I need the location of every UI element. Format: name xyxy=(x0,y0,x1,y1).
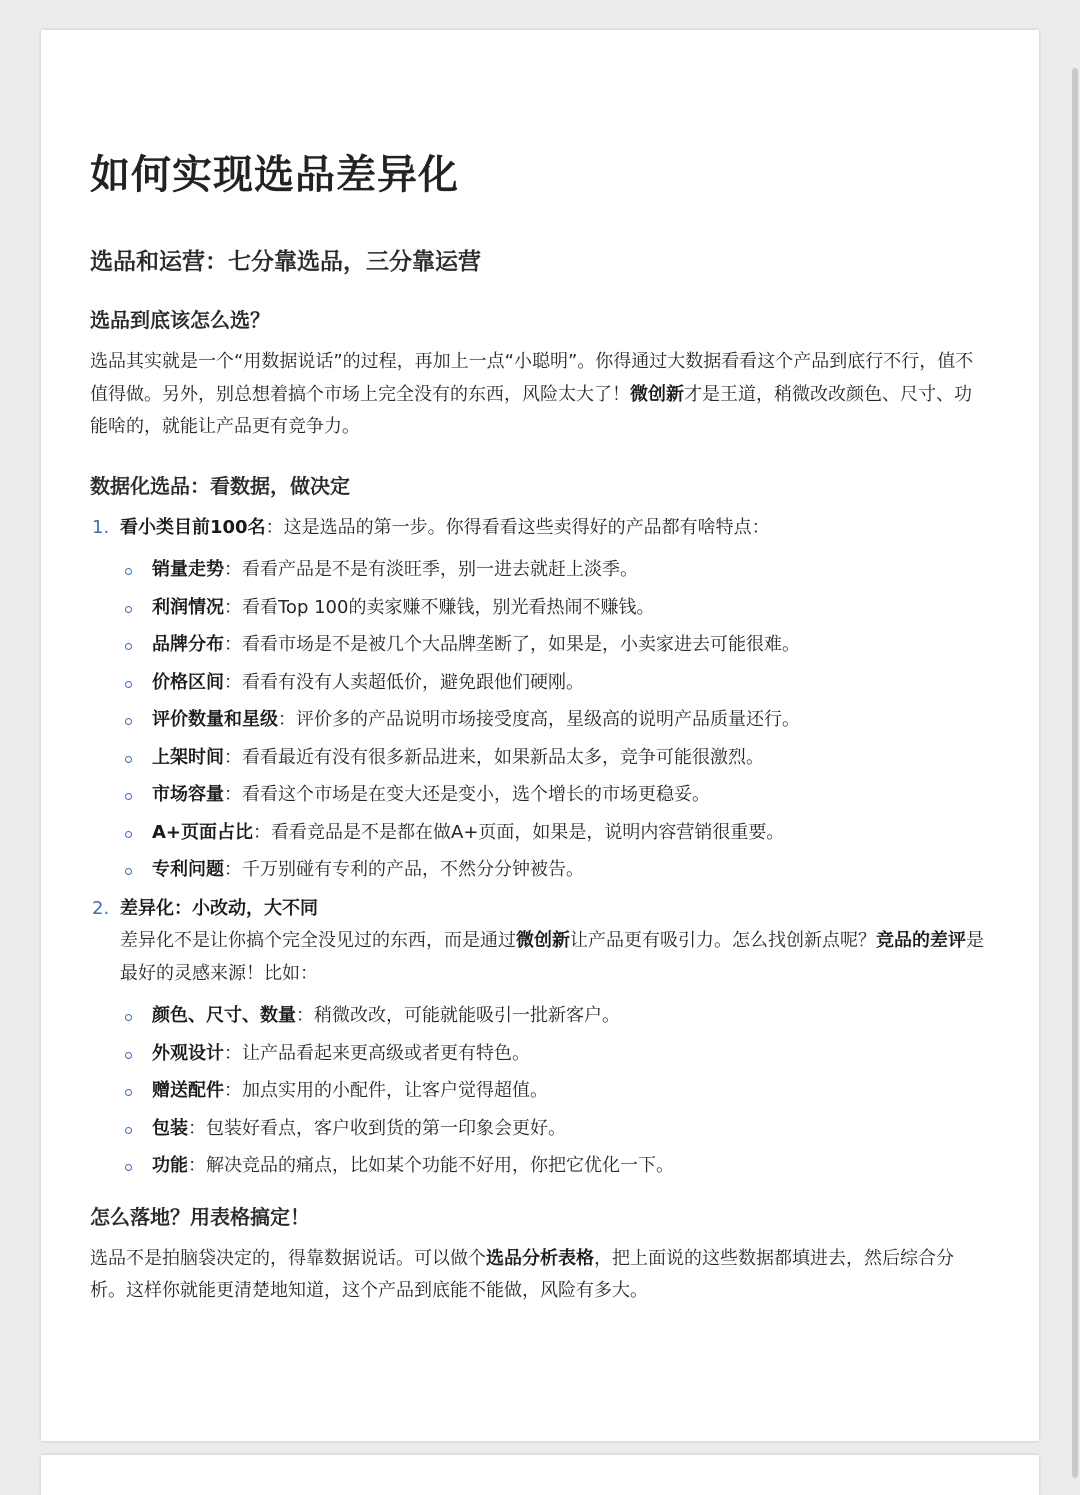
bold-text: 竞品的差评 xyxy=(876,930,966,951)
bullet-circle-icon xyxy=(125,606,132,613)
list-item-label: 赠送配件 xyxy=(152,1080,224,1101)
list-item-label: 外观设计 xyxy=(152,1042,224,1064)
list-item-label: 品牌分布 xyxy=(152,634,224,655)
bullet-circle-icon xyxy=(125,1014,132,1021)
list-item-description xyxy=(120,925,987,990)
list-item-label: 市场容量 xyxy=(152,784,224,805)
list-item-text: ：加点实用的小配件，让客户觉得超值。 xyxy=(224,1080,548,1101)
list-item xyxy=(120,1038,987,1071)
bullet-circle-icon xyxy=(125,793,132,800)
list-item xyxy=(120,742,987,775)
list-item-label: 利润情况 xyxy=(152,596,224,618)
bullet-circle-icon xyxy=(125,1164,132,1171)
list-item xyxy=(120,704,987,737)
list-item-label: 销量走势 xyxy=(152,559,224,580)
paragraph-text: ，把上面说的这些数据都填进去，然后综合分析。这样你就能更清楚地知道，这个产品到底能不能做，风险有多大。 xyxy=(90,1247,954,1301)
list-item-label: A+页面占比 xyxy=(152,821,254,843)
list-item xyxy=(120,1113,987,1146)
bullet-circle-icon xyxy=(125,643,132,650)
section-heading-data-selection: 数据化选品：看数据，做决定 xyxy=(90,473,350,498)
list-number: 1. xyxy=(92,516,110,538)
next-document-page xyxy=(41,1455,1039,1495)
list-item xyxy=(120,1075,987,1108)
list-item-text: ：看看产品是不是有淡旺季，别一进去就赶上淡季。 xyxy=(224,559,638,580)
list-item-text: ：稍微改改，可能就能吸引一批新客户。 xyxy=(296,1005,620,1026)
vertical-scrollbar[interactable] xyxy=(1070,30,1080,1450)
bullet-circle-icon xyxy=(125,831,132,838)
paragraph-text: 才是王道，稍微改改颜色、尺寸、功能啥的，就能让产品更有竞争力。 xyxy=(90,383,972,437)
bullet-circle-icon xyxy=(125,1127,132,1134)
bullet-circle-icon xyxy=(125,1089,132,1096)
list-item-text: ：这是选品的第一步。你得看看这些卖得好的产品都有啥特点： xyxy=(265,516,770,538)
list-item-label: 功能 xyxy=(152,1155,188,1176)
list-item xyxy=(120,854,987,887)
list-number: 2. xyxy=(92,897,110,919)
list-item xyxy=(120,779,987,812)
section-paragraph-implementation xyxy=(90,1243,987,1308)
list-item-text: ：看看最近有没有很多新品进来，如果新品太多，竞争可能很激烈。 xyxy=(224,746,764,768)
list-item-label: 上架时间 xyxy=(152,746,224,768)
list-item-text: ：解决竞品的痛点，比如某个功能不好用，你把它优化一下。 xyxy=(188,1155,674,1176)
description-text: 是最好的灵感来源！比如： xyxy=(120,930,984,984)
document-page xyxy=(41,30,1039,1441)
page-title: 如何实现选品差异化 xyxy=(90,152,459,198)
list-item xyxy=(120,1000,987,1033)
list-item xyxy=(120,592,987,625)
list-item xyxy=(120,1150,987,1183)
list-item-text: ：看看Top 100的卖家赚不赚钱，别光看热闹不赚钱。 xyxy=(224,596,655,618)
list-item-text: ：看看这个市场是在变大还是变小，选个增长的市场更稳妥。 xyxy=(224,784,710,805)
list-item xyxy=(120,667,987,700)
list-item-text: ：让产品看起来更高级或者更有特色。 xyxy=(224,1042,530,1064)
paragraph-text: 选品其实就是一个“用数据说话”的过程，再加上一点“小聪明”。你得通过大数据看看这个产品到底行不行，值不值得做。另外，别总想着搞个市场上完全没有的东西，风险太大了！ xyxy=(90,351,974,405)
list-item-label: 价格区间 xyxy=(152,671,224,693)
bullet-circle-icon xyxy=(125,756,132,763)
description-text: 让产品更有吸引力。怎么找创新点呢？ xyxy=(570,930,876,951)
bullet-list xyxy=(120,1000,987,1183)
list-item-label: 专利问题 xyxy=(152,859,224,880)
list-item xyxy=(120,554,987,587)
description-text: 差异化不是让你搞个完全没见过的东西，而是通过 xyxy=(120,930,516,951)
subtitle-heading: 选品和运营：七分靠选品，三分靠运营 xyxy=(90,249,481,275)
list-item-text: ：看看竞品是不是都在做A+页面，如果是，说明内容营销很重要。 xyxy=(253,821,785,843)
bullet-circle-icon xyxy=(125,718,132,725)
list-item-label: 颜色、尺寸、数量 xyxy=(152,1005,296,1026)
list-item-label: 看小类目前100名 xyxy=(120,516,266,538)
list-item-text: ：看看市场是不是被几个大品牌垄断了，如果是，小卖家进去可能很难。 xyxy=(224,634,800,655)
numbered-list-item-2 xyxy=(90,893,987,1183)
scrollbar-thumb[interactable] xyxy=(1072,68,1078,1478)
bullet-circle-icon xyxy=(125,1052,132,1059)
list-item-label: 差异化：小改动，大不同 xyxy=(120,897,318,919)
bullet-circle-icon xyxy=(125,568,132,575)
bold-text: 微创新 xyxy=(630,383,684,405)
paragraph-text: 选品不是拍脑袋决定的，得靠数据说话。可以做个 xyxy=(90,1247,486,1269)
list-item-label: 包装 xyxy=(152,1117,188,1139)
list-item xyxy=(120,629,987,662)
list-item-text: ：千万别碰有专利的产品，不然分分钟被告。 xyxy=(224,859,584,880)
list-item-text: ：看看有没有人卖超低价，避免跟他们硬刚。 xyxy=(224,671,584,693)
section-paragraph-how-to-select xyxy=(90,346,987,444)
list-item-label: 评价数量和星级 xyxy=(152,709,278,730)
list-item-text: ：包装好看点，客户收到货的第一印象会更好。 xyxy=(188,1117,566,1139)
bold-text: 选品分析表格 xyxy=(486,1247,594,1269)
list-item xyxy=(120,817,987,850)
bold-text: 微创新 xyxy=(516,930,570,951)
numbered-list xyxy=(90,512,987,1183)
section-heading-how-to-select: 选品到底该怎么选？ xyxy=(90,308,270,332)
bullet-list xyxy=(120,554,987,887)
section-heading-implementation: 怎么落地？用表格搞定！ xyxy=(90,1204,310,1229)
bullet-circle-icon xyxy=(125,868,132,875)
list-item-text: ：评价多的产品说明市场接受度高，星级高的说明产品质量还行。 xyxy=(278,709,800,730)
numbered-list-item-1 xyxy=(90,512,987,887)
bullet-circle-icon xyxy=(125,681,132,688)
